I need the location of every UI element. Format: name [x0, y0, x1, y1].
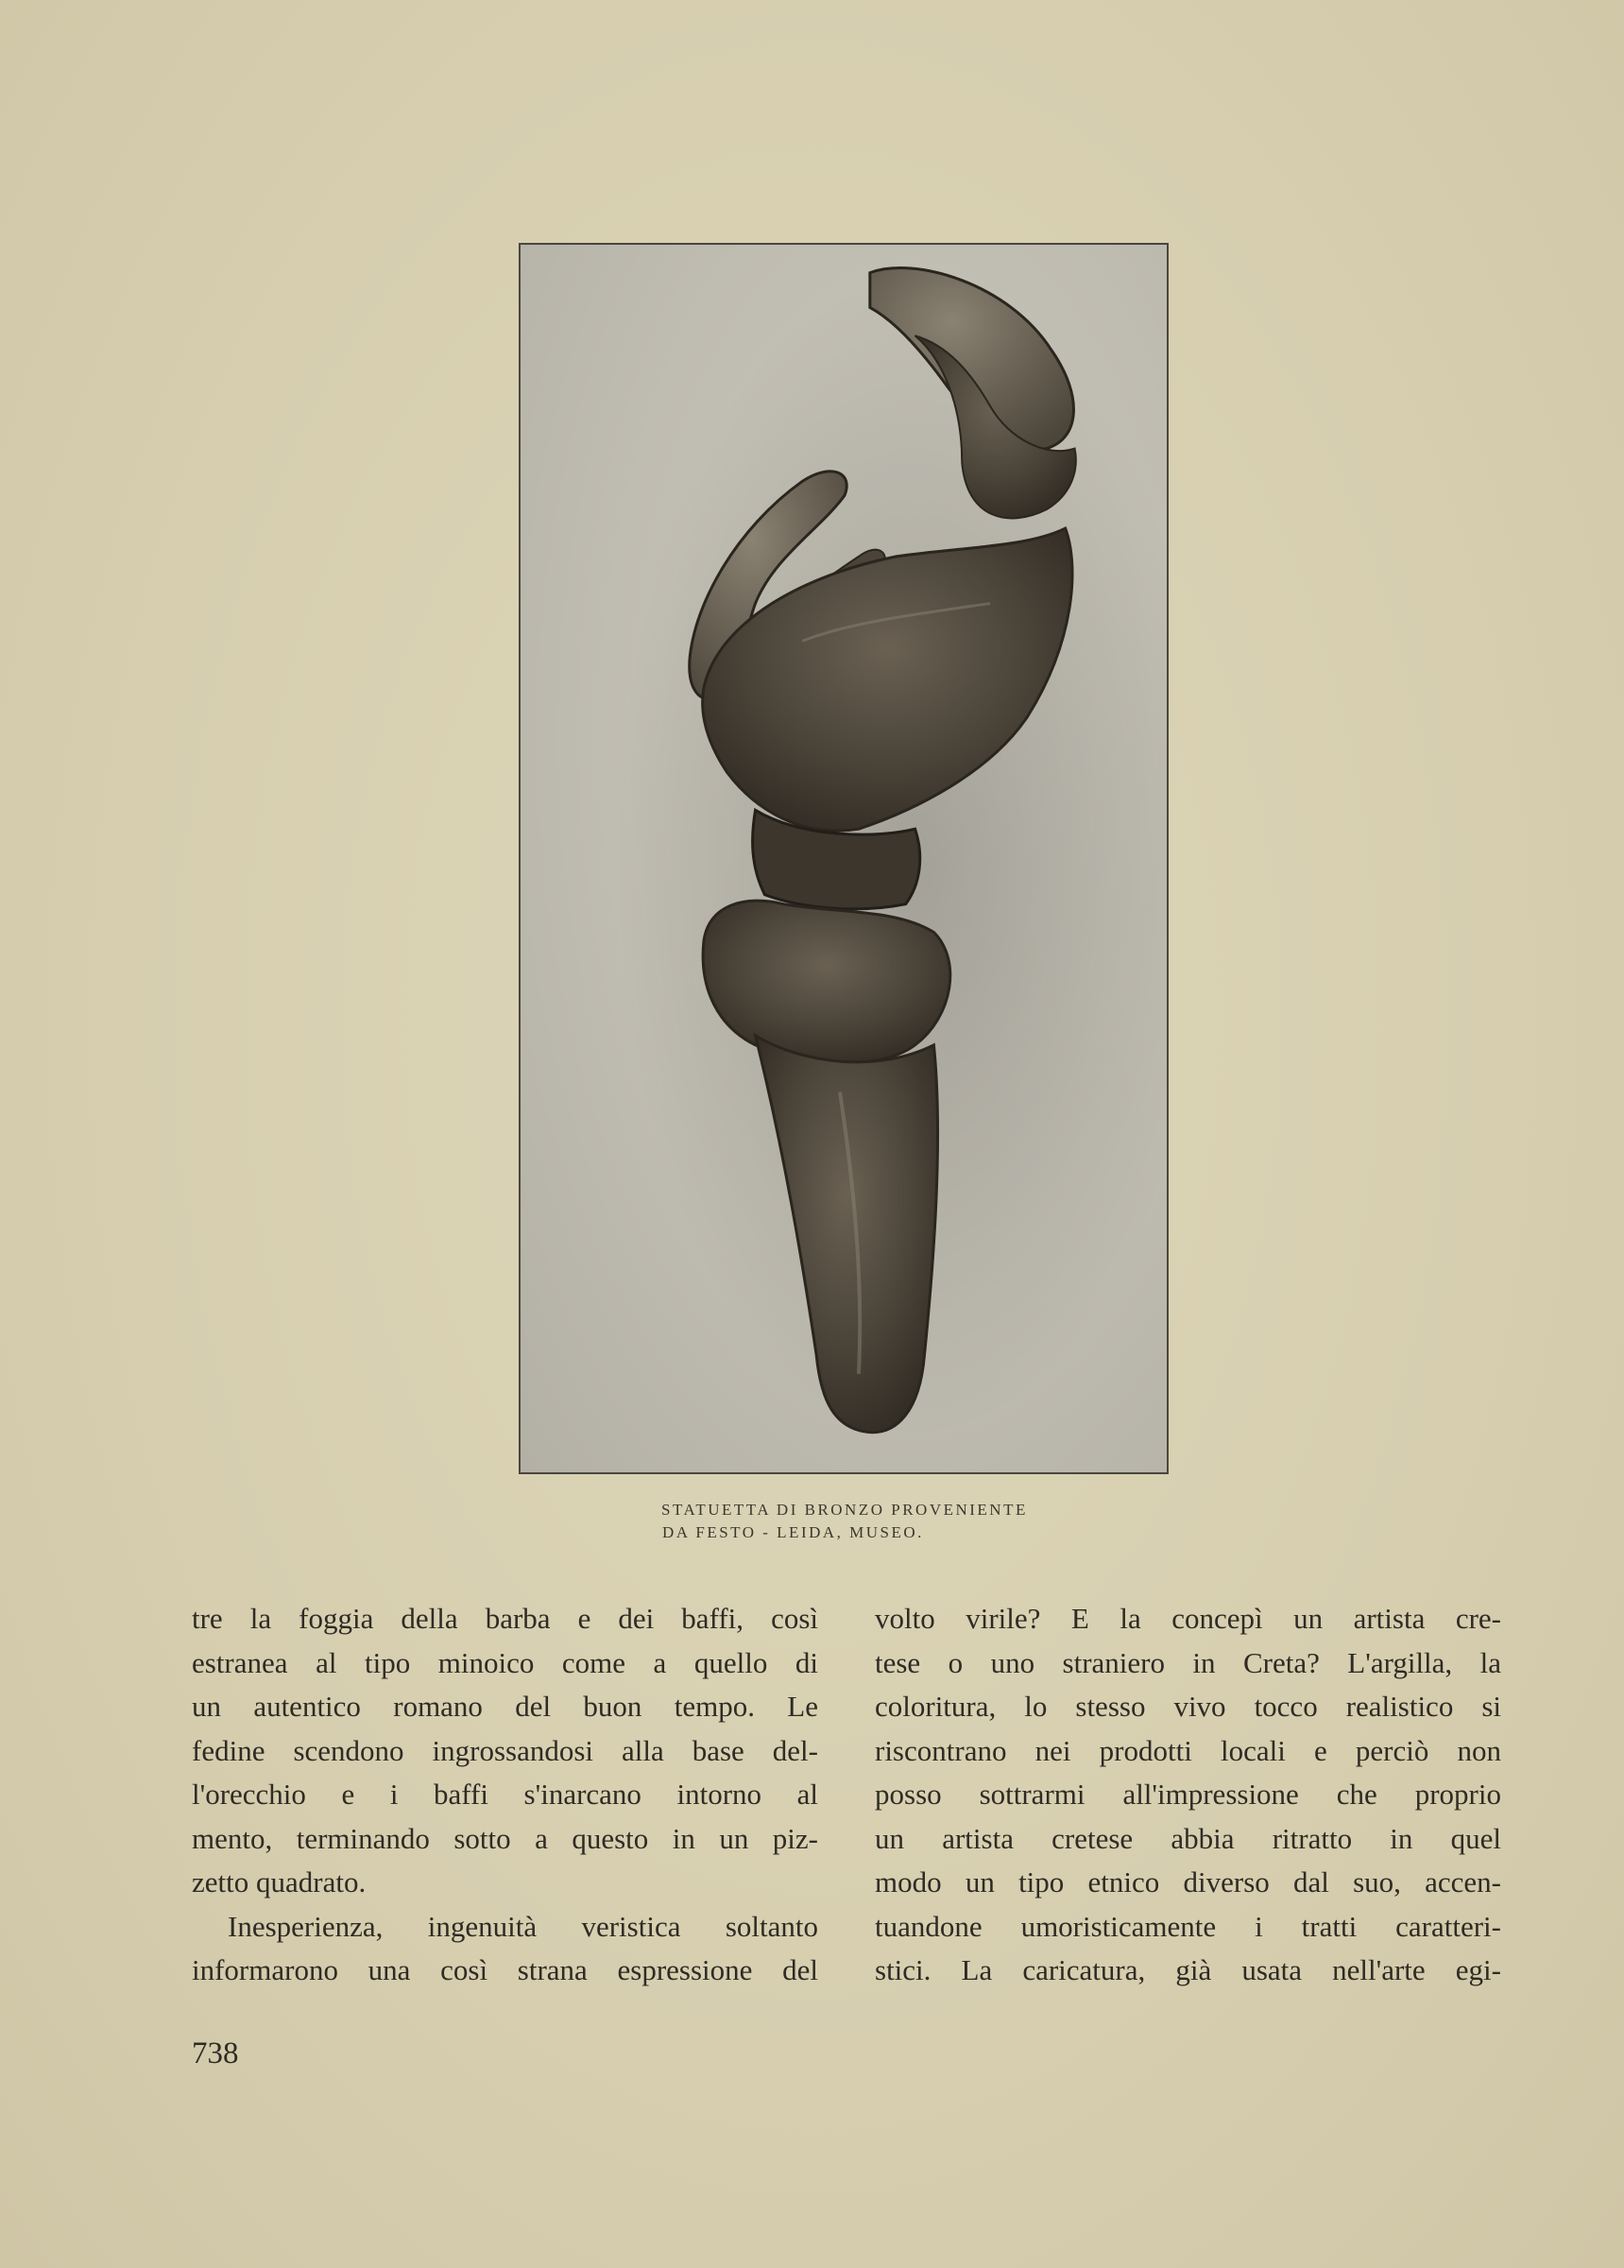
paragraph-line: posso sottrarmi all'impressione che proprio: [875, 1778, 1501, 1811]
paragraph-line: zetto quadrato.: [192, 1865, 367, 1899]
caption-line: STATUETTA DI BRONZO PROVENIENTE: [661, 1501, 1028, 1519]
paragraph-line: tese o uno straniero in Creta? L'argilla, la: [875, 1645, 1501, 1679]
text-column-left: [192, 1597, 818, 1993]
paragraph-line: riscontrano nei prodotti locali e perciò non: [875, 1733, 1501, 1767]
paragraph-line: fedine scendono ingrossandosi alla base del-: [192, 1733, 818, 1767]
paragraph-line: mento, terminando sotto a questo in un piz-: [192, 1821, 818, 1855]
caption-line: DA FESTO - LEIDA, MUSEO.: [662, 1523, 924, 1541]
figure-caption: [661, 1499, 1228, 1544]
paragraph-line: tre la foggia della barba e dei baffi, così: [192, 1602, 818, 1635]
paragraph-line: informarono una così strana espressione del: [192, 1953, 818, 1986]
paragraph-line: volto virile? E la concepì un artista cre-: [875, 1602, 1501, 1635]
paragraph-line: Inesperienza, ingenuità veristica soltanto: [228, 1909, 818, 1943]
paragraph-line: l'orecchio e i baffi s'inarcano intorno al: [192, 1778, 818, 1811]
text-column-right: [875, 1597, 1501, 1993]
paragraph-line: stici. La caricatura, già usata nell'arte egi-: [875, 1953, 1501, 1986]
paragraph-line: un autentico romano del buon tempo. Le: [192, 1690, 818, 1723]
paragraph-line: coloritura, lo stesso vivo tocco realistico si: [875, 1690, 1501, 1723]
page-number: 738: [192, 2036, 239, 2070]
statuette-illustration: [521, 245, 1167, 1472]
paragraph-line: modo un tipo etnico diverso dal suo, accen-: [875, 1865, 1501, 1899]
paragraph-line: un artista cretese abbia ritratto in quel: [875, 1821, 1501, 1855]
statuette-photo: [519, 243, 1169, 1474]
paragraph-line: tuandone umoristicamente i tratti caratteri-: [875, 1909, 1501, 1943]
paragraph-line: estranea al tipo minoico come a quello di: [192, 1645, 818, 1679]
